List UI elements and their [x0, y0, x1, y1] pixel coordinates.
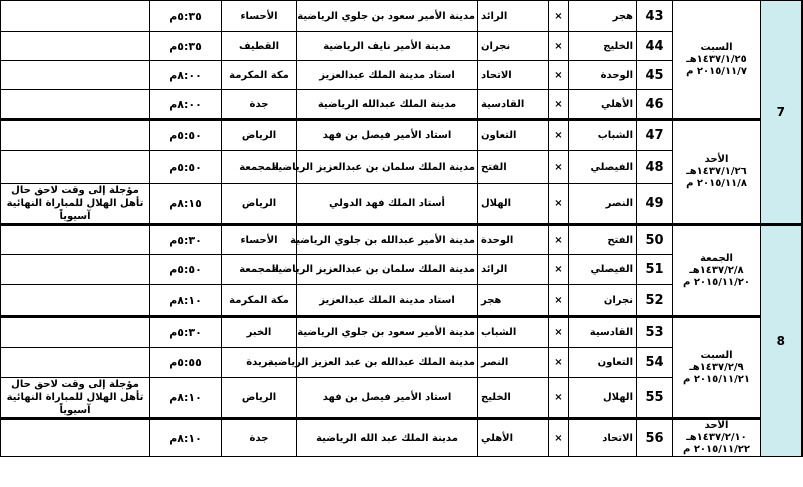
- match-number: 54: [637, 348, 673, 378]
- match-day-cell: [673, 317, 761, 419]
- date-greg: ٢٠١٥/١١/٢٠ م: [683, 276, 750, 288]
- date-hijri: ١٤٣٧/٢/٩هـ: [689, 361, 744, 373]
- table-row: [1, 419, 802, 457]
- schedule-body: [1, 1, 802, 457]
- home-team: القادسية: [569, 317, 637, 348]
- city-name: مكة المكرمة: [222, 61, 297, 90]
- match-number: 55: [637, 378, 673, 419]
- day-name: السبت: [700, 349, 733, 361]
- vs-mark: ×: [549, 285, 569, 317]
- date-hijri: ١٤٣٧/٢/٨هـ: [689, 264, 744, 276]
- match-day-cell: [673, 1, 761, 120]
- away-team: الهلال: [478, 184, 549, 225]
- stadium-name: مدينة الملك سلمان بن عبدالعزيز الرياضية: [297, 151, 478, 184]
- stadium-name: استاد الأمير فيصل بن فهد: [297, 120, 478, 151]
- match-note: [1, 151, 150, 184]
- home-team: الشباب: [569, 120, 637, 151]
- day-name: السبت: [700, 41, 733, 53]
- kickoff-time: ٥:٥٠م: [150, 151, 222, 184]
- vs-mark: ×: [549, 120, 569, 151]
- vs-mark: ×: [549, 317, 569, 348]
- vs-mark: ×: [549, 348, 569, 378]
- stadium-name: استاد الأمير فيصل بن فهد: [297, 378, 478, 419]
- kickoff-time: ٥:٣٠م: [150, 317, 222, 348]
- city-name: جدة: [222, 419, 297, 457]
- kickoff-time: ٥:٥٠م: [150, 255, 222, 285]
- home-team: النصر: [569, 184, 637, 225]
- kickoff-time: ٥:٣٥م: [150, 32, 222, 61]
- stadium-name: مدينة الملك عبد الله الرياضية: [297, 419, 478, 457]
- away-team: الفتح: [478, 151, 549, 184]
- match-number: 56: [637, 419, 673, 457]
- kickoff-time: ٨:١٠م: [150, 285, 222, 317]
- home-team: التعاون: [569, 348, 637, 378]
- away-team: الخليج: [478, 378, 549, 419]
- away-team: التعاون: [478, 120, 549, 151]
- away-team: هجر: [478, 285, 549, 317]
- city-name: الخبر: [222, 317, 297, 348]
- match-number: 45: [637, 61, 673, 90]
- stadium-name: مدينة الأمير عبدالله بن جلوي الرياضية: [297, 225, 478, 255]
- kickoff-time: ٨:٠٠م: [150, 90, 222, 120]
- match-number: 52: [637, 285, 673, 317]
- match-number: 43: [637, 1, 673, 32]
- city-name: مكة المكرمة: [222, 285, 297, 317]
- match-number: 53: [637, 317, 673, 348]
- vs-mark: ×: [549, 255, 569, 285]
- home-team: الفيصلي: [569, 151, 637, 184]
- match-number: 51: [637, 255, 673, 285]
- stadium-name: مدينة الأمير سعود بن جلوي الرياضية: [297, 1, 478, 32]
- date-hijri: ١٤٣٧/٢/١٠هـ: [686, 432, 747, 443]
- vs-mark: ×: [549, 378, 569, 419]
- match-note: [1, 90, 150, 120]
- home-team: الخليج: [569, 32, 637, 61]
- match-number: 50: [637, 225, 673, 255]
- table-row: [1, 120, 802, 151]
- match-note: [1, 225, 150, 255]
- day-name: الأحد: [704, 154, 729, 165]
- city-name: الرياض: [222, 184, 297, 225]
- stadium-name: استاد مدينة الملك عبدالعزيز: [297, 285, 478, 317]
- home-team: الأهلي: [569, 90, 637, 120]
- match-note: [1, 32, 150, 61]
- city-name: بريدة: [222, 348, 297, 378]
- kickoff-time: ٥:٥٥م: [150, 348, 222, 378]
- date-hijri: ١٤٣٧/١/٢٦هـ: [686, 166, 747, 177]
- stadium-name: أستاد الملك فهد الدولي: [297, 184, 478, 225]
- stadium-name: مدينة الأمير سعود بن جلوي الرياضية: [297, 317, 478, 348]
- away-team: الاتحاد: [478, 61, 549, 90]
- table-row: [1, 1, 802, 32]
- away-team: النصر: [478, 348, 549, 378]
- stadium-name: مدينة الأمير نايف الرياضية: [297, 32, 478, 61]
- kickoff-time: ٨:١٠م: [150, 378, 222, 419]
- vs-mark: ×: [549, 90, 569, 120]
- match-number: 49: [637, 184, 673, 225]
- match-number: 48: [637, 151, 673, 184]
- match-note: [1, 419, 150, 457]
- date-greg: ٢٠١٥/١١/٧ م: [686, 65, 747, 77]
- match-note: [1, 61, 150, 90]
- vs-mark: ×: [549, 151, 569, 184]
- kickoff-time: ٨:١٠م: [150, 419, 222, 457]
- kickoff-time: ٨:١٥م: [150, 184, 222, 225]
- match-note: مؤجلة إلى وقت لاحق حال تأهل الهلال للمباراة النهائية آسيوياً: [1, 184, 150, 225]
- away-team: نجران: [478, 32, 549, 61]
- kickoff-time: ٨:٠٠م: [150, 61, 222, 90]
- day-name: الأحد: [704, 420, 729, 431]
- stadium-name: مدينة الملك عبدالله بن عبد العزيز الرياضية: [297, 348, 478, 378]
- kickoff-time: ٥:٣٠م: [150, 225, 222, 255]
- away-team: الرائد: [478, 1, 549, 32]
- city-name: الرياض: [222, 378, 297, 419]
- city-name: المجمعة: [222, 255, 297, 285]
- table-row: [1, 317, 802, 348]
- home-team: الاتحاد: [569, 419, 637, 457]
- city-name: جدة: [222, 90, 297, 120]
- table-row: [1, 225, 802, 255]
- away-team: الوحدة: [478, 225, 549, 255]
- round-number: 7: [761, 1, 802, 225]
- kickoff-time: ٥:٥٠م: [150, 120, 222, 151]
- match-number: 46: [637, 90, 673, 120]
- match-number: 47: [637, 120, 673, 151]
- date-greg: ٢٠١٥/١١/٨ م: [686, 178, 747, 189]
- city-name: المجمعة: [222, 151, 297, 184]
- match-note: مؤجلة إلى وقت لاحق حال تأهل الهلال للمباراة النهائية آسيوياً: [1, 378, 150, 419]
- match-note: [1, 255, 150, 285]
- match-note: [1, 120, 150, 151]
- match-note: [1, 285, 150, 317]
- match-day-cell: [673, 120, 761, 225]
- city-name: الرياض: [222, 120, 297, 151]
- match-note: [1, 348, 150, 378]
- match-note: [1, 317, 150, 348]
- city-name: القطيف: [222, 32, 297, 61]
- vs-mark: ×: [549, 61, 569, 90]
- home-team: هجر: [569, 1, 637, 32]
- vs-mark: ×: [549, 419, 569, 457]
- vs-mark: ×: [549, 184, 569, 225]
- home-team: الهلال: [569, 378, 637, 419]
- home-team: الفتح: [569, 225, 637, 255]
- away-team: الشباب: [478, 317, 549, 348]
- away-team: الرائد: [478, 255, 549, 285]
- match-day-cell: [673, 419, 761, 457]
- city-name: الأحساء: [222, 1, 297, 32]
- day-name: الجمعة: [700, 252, 733, 264]
- home-team: الفيصلي: [569, 255, 637, 285]
- kickoff-time: ٥:٣٥م: [150, 1, 222, 32]
- match-number: 44: [637, 32, 673, 61]
- stadium-name: مدينة الملك عبدالله الرياضية: [297, 90, 478, 120]
- match-day-cell: [673, 225, 761, 317]
- stadium-name: استاد مدينة الملك عبدالعزيز: [297, 61, 478, 90]
- date-hijri: ١٤٣٧/١/٢٥هـ: [686, 53, 747, 65]
- match-note: [1, 1, 150, 32]
- stadium-name: مدينة الملك سلمان بن عبدالعزيز الرياضية: [297, 255, 478, 285]
- away-team: الأهلي: [478, 419, 549, 457]
- date-greg: ٢٠١٥/١١/٢١ م: [683, 373, 750, 385]
- date-greg: ٢٠١٥/١١/٢٢ م: [683, 444, 750, 455]
- round-number: 8: [761, 225, 802, 457]
- home-team: الوحدة: [569, 61, 637, 90]
- away-team: القادسية: [478, 90, 549, 120]
- vs-mark: ×: [549, 1, 569, 32]
- vs-mark: ×: [549, 32, 569, 61]
- home-team: نجران: [569, 285, 637, 317]
- vs-mark: ×: [549, 225, 569, 255]
- city-name: الأحساء: [222, 225, 297, 255]
